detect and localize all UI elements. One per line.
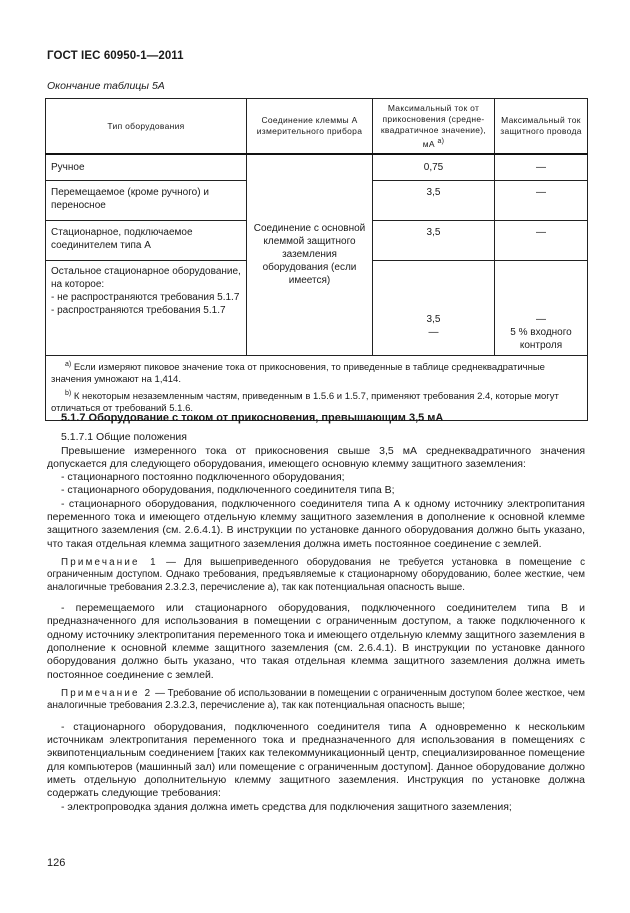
- row-current-line: 3,5: [426, 313, 441, 325]
- page-number: 126: [47, 857, 66, 869]
- row-protective: —: [495, 180, 588, 220]
- row-type-line: Остальное стационарное оборудование, на которое:: [51, 265, 241, 290]
- row-current: [373, 260, 495, 355]
- section-title: 5.1.7 Оборудование с током от прикосновения, превышающим 3,5 мА: [61, 412, 444, 424]
- list-item: - стационарного оборудования, подключенного соединителя типа В;: [61, 484, 395, 497]
- note-2: [47, 688, 585, 713]
- connection-text: Соединение с основной клеммой защитного заземления оборудования (если имеется): [253, 223, 366, 287]
- row-type: Ручное: [46, 154, 247, 180]
- note-1: [47, 557, 585, 594]
- row-protective-line: —: [536, 313, 546, 325]
- list-item: - стационарного оборудования, подключенного соединителя типа А к одному источнику электропитания переменного тока и имеющего отдельную клемму защитного заземления в дополнение к основной клемме защитного заземления (см. 2.6.4.1). В инструкции по установке данного оборудования должно быть указано, что такая отдельная клемма защитного заземления должна иметь постоянное соединение с землей.: [47, 497, 585, 550]
- note-text: — Для вышеприведенного оборудования не требуется установка в помещение с ограниченным доступом. Однако требования, предъявляемые к стационарному оборудованию, более жесткие, чем аналогичные требования 2.3.2.3, перечисление а), так как потенциальная опасность выше.: [47, 556, 585, 593]
- row-protective: [495, 260, 588, 355]
- list-item: - стационарного оборудования, подключенного соединителя типа А одновременно к нескольким источникам электропитания переменного тока и предназначенного для использования в помещениях с эквипотенциальным соединением [таких как телекоммуникационный центр, специализированное помещение для компьютеров (машинный зал) или помещение с ограниченным доступом]. Данное оборудование должно иметь отдельную дополнительную клемму защитного заземления. Инструкция по установке должна содержать следующие требования:: [47, 720, 585, 800]
- document-header: ГОСТ IEC 60950-1—2011: [47, 50, 184, 62]
- header-type: Тип оборудования: [46, 99, 247, 155]
- table-note: $^{b)}$ К некоторым незаземленным частям, приведенным в 1.5.6 и 1.5.7, применяют требования 2.4, которые могут отличаться от требований 5.1.6.: [51, 389, 559, 414]
- table-caption: Окончание таблицы 5А: [47, 80, 165, 92]
- table-note: $^{a)}$ Если измеряют пиковое значение тока от прикосновения, то приведенные в таблице среднеквадратичные значения умножают на 1,414.: [51, 360, 545, 385]
- note-text: — Требование об использовании в помещении с ограниченным доступом более жесткое, чем аналогичные требования 2.3.2.3, перечисление а), так как потенциальная опасность выше;: [47, 687, 585, 712]
- row-protective: —: [495, 220, 588, 260]
- table-row: [46, 154, 588, 180]
- header-connection: Соединение клеммы А измерительного прибора: [247, 99, 373, 155]
- connection-cell: [247, 154, 373, 355]
- list-item: - перемещаемого или стационарного оборудования, подключенного соединителем типа В и предназначенного для использования в помещении с ограниченным доступом, а также подключенного к одному источнику электропитания переменного тока и имеющего отдельную клемму защитного заземления в дополнение к основной клемме защитного заземления (см. 2.6.4.1). В инструкции по установке данного оборудования должно быть указано, что такая отдельная клемма защитного заземления должна иметь постоянное соединение с землей.: [47, 602, 586, 681]
- table-5a: [45, 98, 588, 421]
- table-header-row: [46, 99, 588, 155]
- row-protective: —: [495, 154, 588, 180]
- note-label: Примечание 1: [61, 556, 158, 568]
- row-current: 0,75: [373, 154, 495, 180]
- table-notes-row: [46, 355, 588, 420]
- row-type: Перемещаемое (кроме ручного) и переносное: [46, 180, 247, 220]
- table-notes: [46, 355, 588, 420]
- paragraph: Превышение измеренного тока от прикосновения свыше 3,5 мА среднеквадратичного значения допускается для следующего оборудования, имеющего основную клемму защитного заземления:: [47, 444, 585, 470]
- list-item: - стационарного постоянно подключенного оборудования;: [61, 471, 345, 484]
- row-current-line: —: [428, 326, 439, 338]
- row-type: [46, 260, 247, 355]
- row-protective-line: 5 % входного контроля: [510, 326, 572, 351]
- header-protective-current: Максимальный ток защитного провода: [495, 99, 588, 155]
- row-current: 3,5: [373, 220, 495, 260]
- row-type: Стационарное, подключаемое соединителем типа А: [46, 220, 247, 260]
- list-item: - электропроводка здания должна иметь средства для подключения защитного заземления;: [61, 800, 512, 813]
- note-label: Примечание 2: [61, 687, 153, 699]
- section-5-1-7: [47, 412, 585, 814]
- row-type-line: - распространяются требования 5.1.7: [51, 304, 226, 316]
- row-current: 3,5: [373, 180, 495, 220]
- header-touch-current: Максимальный ток от прикосновения (средне-квадратичное значение), мА $^{a)}$: [373, 99, 495, 155]
- subsection-title: 5.1.7.1 Общие положения: [61, 431, 187, 444]
- row-type-line: - не распространяются требования 5.1.7: [51, 291, 240, 303]
